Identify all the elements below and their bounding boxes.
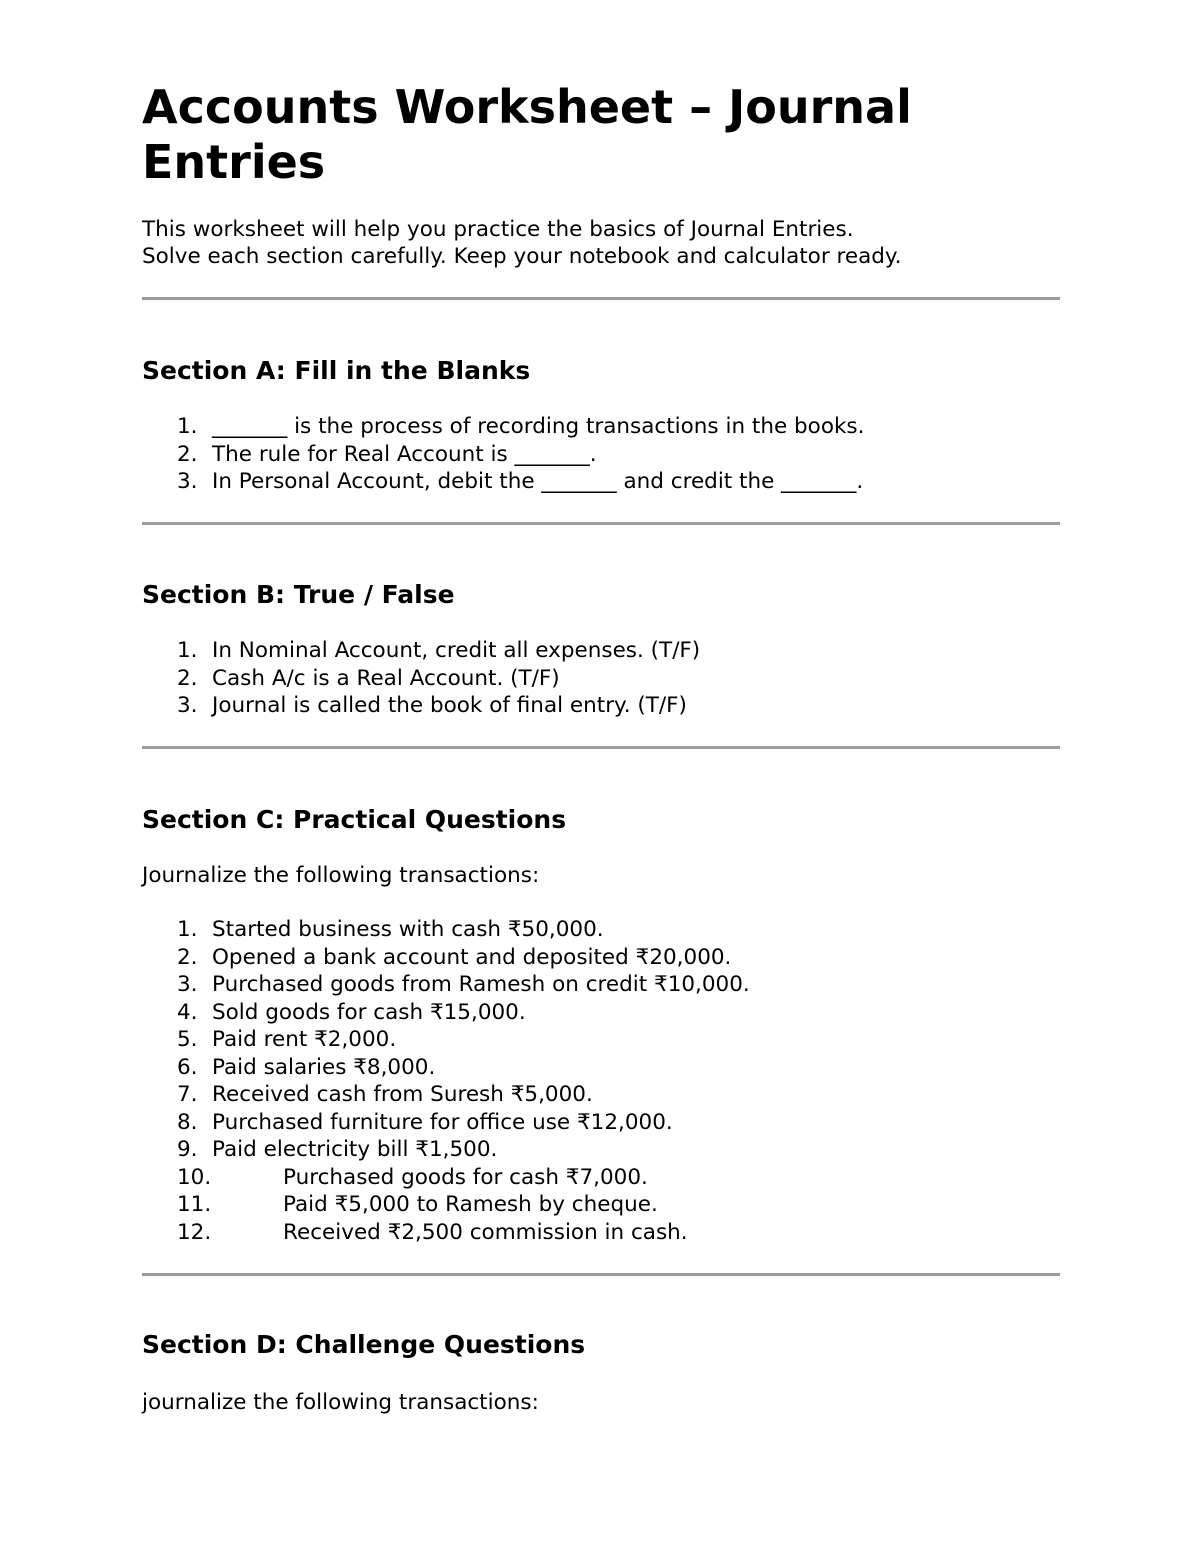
page-title: Accounts Worksheet – Journal Entries bbox=[142, 80, 912, 189]
section-c-instruction: Journalize the following transactions: bbox=[142, 863, 540, 888]
item-number: 3. bbox=[177, 972, 198, 997]
item-number: 1. bbox=[177, 917, 198, 942]
intro-paragraph bbox=[142, 216, 1060, 270]
section-divider bbox=[142, 1273, 1060, 1276]
item-number: 2. bbox=[177, 665, 198, 691]
item-number: 12. bbox=[177, 1219, 212, 1245]
item-text: Paid ₹5,000 to Ramesh by cheque. bbox=[283, 1192, 658, 1217]
section-b-heading: Section B: True / False bbox=[142, 580, 455, 609]
item-text: Purchased goods from Ramesh on credit ₹10,000. bbox=[212, 972, 750, 997]
item-number: 11. bbox=[177, 1192, 212, 1217]
item-text: In Personal Account, debit the _______ and credit the _______. bbox=[212, 469, 864, 494]
item-number: 2. bbox=[177, 441, 198, 467]
item-text: In Nominal Account, credit all expenses. (T/F) bbox=[212, 638, 701, 663]
item-text: Purchased furniture for office use ₹12,000. bbox=[212, 1109, 673, 1135]
item-text: Journal is called the book of final entry. (T/F) bbox=[212, 693, 687, 718]
item-text: Opened a bank account and deposited ₹20,000. bbox=[212, 944, 732, 970]
item-text: The rule for Real Account is _______. bbox=[212, 441, 597, 467]
item-number: 7. bbox=[177, 1082, 198, 1107]
item-number: 8. bbox=[177, 1109, 198, 1135]
item-text: Received cash from Suresh ₹5,000. bbox=[212, 1082, 593, 1107]
section-d-heading: Section D: Challenge Questions bbox=[142, 1330, 586, 1359]
item-number: 9. bbox=[177, 1137, 198, 1162]
item-number: 1. bbox=[177, 414, 198, 439]
intro-line: Solve each section carefully. Keep your notebook and calculator ready. bbox=[142, 244, 902, 269]
section-divider bbox=[142, 297, 1060, 300]
section-divider bbox=[142, 746, 1060, 749]
item-number: 2. bbox=[177, 944, 198, 970]
section-divider bbox=[142, 522, 1060, 525]
item-text: Started business with cash ₹50,000. bbox=[212, 917, 604, 942]
item-text: _______ is the process of recording transactions in the books. bbox=[212, 414, 865, 439]
section-c-heading: Section C: Practical Questions bbox=[142, 805, 567, 834]
item-number: 1. bbox=[177, 638, 198, 663]
item-text: Paid salaries ₹8,000. bbox=[212, 1054, 436, 1080]
item-number: 10. bbox=[177, 1164, 212, 1190]
section-a-heading: Section A: Fill in the Blanks bbox=[142, 356, 531, 385]
item-text: Cash A/c is a Real Account. (T/F) bbox=[212, 665, 560, 691]
item-number: 5. bbox=[177, 1027, 198, 1052]
item-text: Sold goods for cash ₹15,000. bbox=[212, 999, 526, 1025]
item-text: Received ₹2,500 commission in cash. bbox=[283, 1219, 688, 1245]
intro-line: This worksheet will help you practice the basics of Journal Entries. bbox=[142, 217, 854, 242]
item-text: Paid rent ₹2,000. bbox=[212, 1027, 397, 1052]
item-number: 3. bbox=[177, 693, 198, 718]
item-number: 6. bbox=[177, 1054, 198, 1080]
item-number: 4. bbox=[177, 999, 198, 1025]
item-number: 3. bbox=[177, 469, 198, 494]
item-text: Paid electricity bill ₹1,500. bbox=[212, 1137, 498, 1162]
item-text: Purchased goods for cash ₹7,000. bbox=[283, 1164, 648, 1190]
section-d-instruction: journalize the following transactions: bbox=[142, 1390, 539, 1415]
